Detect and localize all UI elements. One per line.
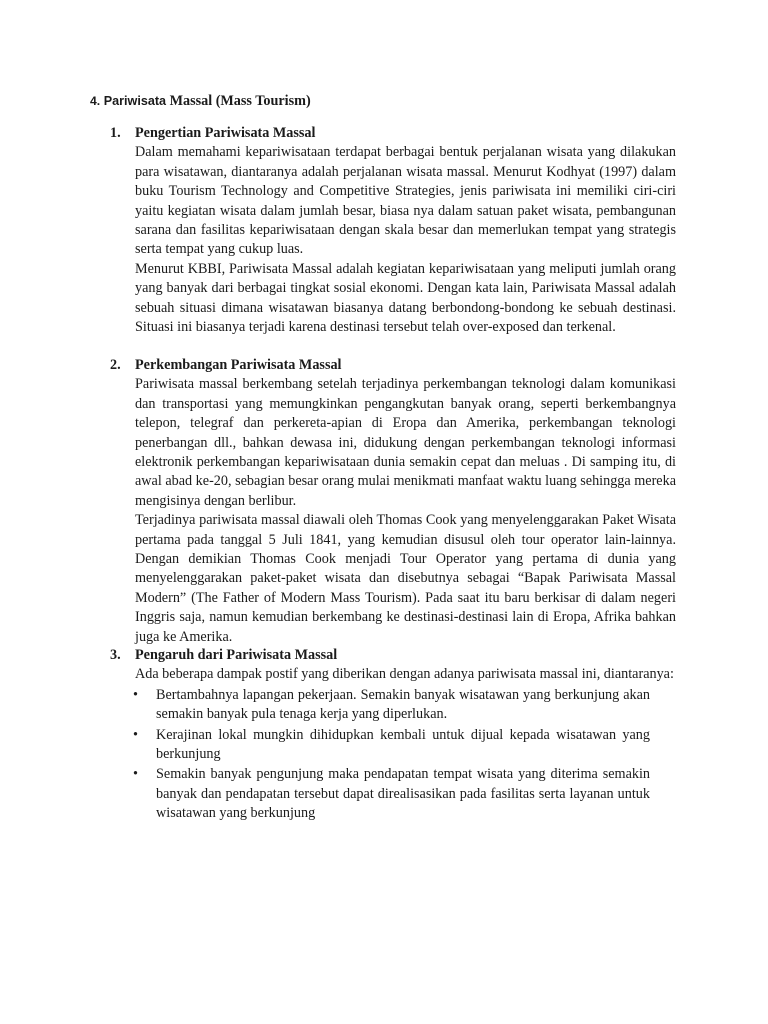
section-body — [135, 143, 676, 337]
heading-prefix: Pariwisata — [103, 94, 167, 108]
section-title — [110, 356, 680, 375]
section-title — [110, 646, 680, 665]
section-number: 3. — [110, 647, 121, 663]
bullet-icon: • — [133, 726, 138, 743]
section-pengertian — [110, 124, 680, 337]
paragraph: Dalam memahami kepariwisataan terdapat berbagai bentuk perjalanan wisata yang dilakukan para wisatawan, diantaranya adalah perjalanan wisata massal. Menurut Kodhyat (1997) dalam buku Tourism Technology and Competitive Strategies, jenis pariwisata ini memiliki ciri-ciri yaitu kegiatan wisata dalam jumlah besar, biasa nya dalam satuan paket wisata, pembangunan sarana dan fasilitas kepariwisataan dengan skala besar dan memerlukan tempat yang strategis serta tempat yang cukup luas. — [135, 144, 676, 258]
paragraph: Ada beberapa dampak postif yang diberikan dengan adanya pariwisata massal ini, diantaranya: — [135, 666, 674, 683]
section-title-text: Pengertian Pariwisata Massal — [135, 125, 316, 141]
section-number: 1. — [110, 125, 121, 141]
list-item — [133, 765, 650, 823]
list-item — [133, 686, 650, 725]
paragraph: Pariwisata massal berkembang setelah terjadinya perkembangan teknologi dalam komunikasi dan transportasi yang memungkinkan pengangkutan banyak orang, seperti berkembangnya telepon, telegraf dan perkereta-apian di Eropa dan Amerika, perkembangan teknologi penerbangan dll., bahkan dewasa ini, didukung dengan perkembangan teknologi informasi elektronik perkembangan kepariwisataan dunia semakin cepat dan meluas . Di samping itu, di awal abad ke-20, sebagian besar orang mulai menikmati manfaat waktu luang sehingga mereka mengisinya dengan berlibur. — [135, 376, 676, 509]
list-item-text: Semakin banyak pengunjung maka pendapatan tempat wisata yang diterima semakin banyak dan pendapatan tersebut dapat direalisasikan pada fasilitas serta layanan untuk wisatawan yang berkunjung — [156, 766, 650, 822]
bullet-icon: • — [133, 686, 138, 703]
list-item — [133, 726, 650, 765]
heading-number: 4. — [90, 94, 101, 108]
bullet-icon: • — [133, 766, 138, 783]
list-item-text: Bertambahnya lapangan pekerjaan. Semakin banyak wisatawan yang berkunjung akan semakin banyak pula tenaga kerja yang diperlukan. — [156, 686, 650, 723]
section-title — [110, 124, 680, 143]
list-item-text: Kerajinan lokal mungkin dihidupkan kembali untuk dijual kepada wisatawan yang berkunjung — [156, 726, 650, 763]
section-pengaruh — [110, 646, 680, 824]
document-heading — [90, 92, 311, 111]
section-number: 2. — [110, 357, 121, 373]
bullet-list — [133, 686, 650, 824]
paragraph: Terjadinya pariwisata massal diawali oleh Thomas Cook yang menyelenggarakan Paket Wisata pertama pada tanggal 5 Juli 1841, yang kemudian disusul oleh tour operator lain-lainnya. Dengan demikian Thomas Cook menjadi Tour Operator yang pertama di dunia yang menyelenggarakan paket-paket wisata dan disebutnya sebagai “Bapak Pariwisata Massal Modern” (The Father of Modern Mass Tourism). Pada saat itu baru berkisar di dalam negeri Inggris saja, namun kemudian berkembang ke destinasi-destinasi lain di Eropa, Afrika bahkan juga ke Amerika. — [135, 512, 676, 645]
section-title-text: Perkembangan Pariwisata Massal — [135, 357, 342, 373]
section-perkembangan — [110, 356, 680, 647]
section-title-text: Pengaruh dari Pariwisata Massal — [135, 647, 338, 663]
section-body — [135, 375, 676, 647]
paragraph: Menurut KBBI, Pariwisata Massal adalah kegiatan kepariwisataan yang meliputi jumlah orang yang banyak dari berbagai tingkat sosial ekonomi. Dengan kata lain, Pariwisata Massal adalah sebuah situasi dimana wisatawan biasanya datang berbondong-bondong ke sebuah destinasi. Situasi ini biasanya terjadi karena destinasi tersebut telah over-exposed dan terkenal. — [135, 260, 676, 336]
heading-title: Massal (Mass Tourism) — [169, 93, 311, 109]
section-body — [135, 665, 676, 684]
